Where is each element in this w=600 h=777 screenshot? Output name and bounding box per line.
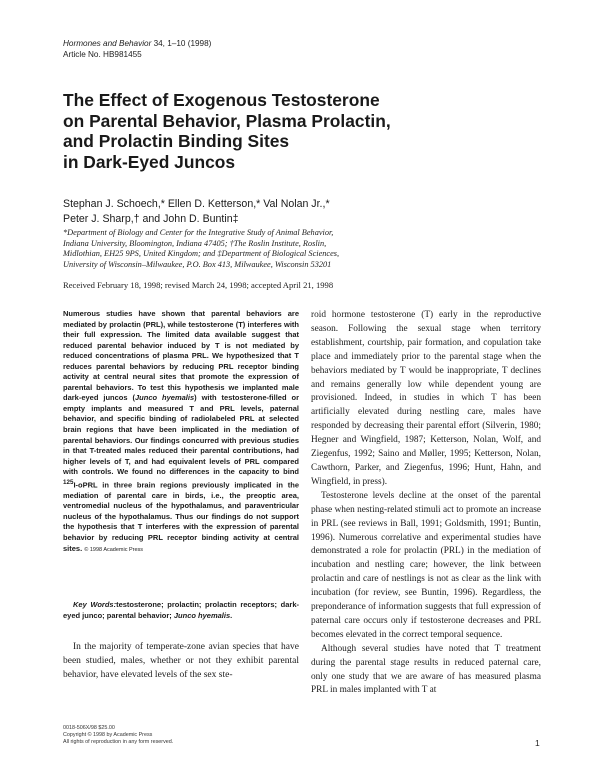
footer-line: 0018-506X/98 $25.00 <box>63 725 115 731</box>
affiliation-line: Indiana University, Bloomington, Indiana 47405; †The Roslin Institute, Roslin, <box>63 238 327 248</box>
body-paragraph: roid hormone testosterone (T) early in the reproductive season. Following the sexual stage when territory establishment, courtship, pair formation, and copulation take place and immediately prior to the parental stage when the behaviors mediated by T would be inappropriate, T declines and remains generally low while dependent young are provisioned. Indeed, in studies in which T has been artificially elevated during nestling care, males have responded by decreasing their parental effort (Silverin, 1980; Hegner and Wingfield, 1987; Ketterson, Nolan, Wolf, and Ziegenfus, 1992; Saino and Møller, 1995; Ketterson, Nolan, Cawthorn, Parker, and Ziegenfus, 1996; Hunt, Hahn, and Wingfield, in press). <box>311 310 541 487</box>
introduction-paragraph: In the majority of temperate-zone avian species that have been studied, males, whether or not they exhibit parental behavior, have elevated levels of the sex ste- <box>63 642 299 681</box>
article-number: Article No. HB981455 <box>63 50 142 59</box>
author-list <box>63 197 543 227</box>
body-paragraph: Testosterone levels decline at the onset of the parental phase when nesting-related stimuli act to promote an increase in PRL (see reviews in Ball, 1991; Goldsmith, 1991; Buntin, 1996). Numerous correlative and experimental studies have demonstrated a role for prolactin (PRL) in the mediation of incubation and nestling care; however, the link between prolactin and care of nestlings is not as clear as the link with incubation (for review, see Buntin, 1996). Regardless, the preponderance of information suggests that full expression of paternal care occurs only if testosterone decreases and PRL becomes elevated in the correct temporal sequence. <box>311 490 541 640</box>
isotope-superscript: 125 <box>63 478 74 486</box>
journal-citation <box>63 38 211 49</box>
author-line: Peter J. Sharp,† and John D. Buntin‡ <box>63 213 239 225</box>
right-column <box>311 309 541 698</box>
abstract-text: ) with testosterone-filled or empty implants and measured T and PRL levels, paternal behavior, and specific binding of radiolabeled PRL at selected brain regions that have been implicated in the mediation of parental behaviors. Our findings concurred with previous studies in that T-treated males reduced their parental contributions, had higher levels of T, and had equivalent levels of PRL compared with controls. We found no differences in the capacity to bind <box>63 393 299 477</box>
copyright-footer <box>63 725 173 747</box>
article-title <box>63 90 543 172</box>
keywords-species: Junco hyemalis <box>173 610 231 620</box>
abstract <box>63 309 299 555</box>
keywords-end: . <box>230 610 233 620</box>
page-number: 1 <box>535 738 540 748</box>
received-dates: Received February 18, 1998; revised March 24, 1998; accepted April 21, 1998 <box>63 280 334 290</box>
abstract-text: Numerous studies have shown that parental behaviors are mediated by prolactin (PRL), while testosterone (T) interferes with their full expression. The limited data available suggest that reduced parental behavior induced by T is not mediated by reduced concentrations of plasma PRL. We hypothesized that T reduces parental behaviors by reducing PRL receptor binding activity at central neural sites that promote the expression of parental behaviors. To test this hypothesis we implanted male dark-eyed juncos ( <box>63 309 299 403</box>
keywords-label: Key Words: <box>73 600 117 609</box>
title-line: The Effect of Exogenous Testosterone <box>63 90 380 110</box>
keywords-text: testosterone; prolactin; prolactin receptors; dark-eyed junco; parental behavior; <box>63 600 299 620</box>
keywords <box>63 600 299 621</box>
journal-name: Hormones and Behavior <box>63 39 152 48</box>
journal-header <box>63 38 211 60</box>
affiliation-line: *Department of Biology and Center for the Integrative Study of Animal Behavior, <box>63 228 334 237</box>
title-line: and Prolactin Binding Sites <box>63 131 290 151</box>
footer-line: Copyright © 1998 by Academic Press <box>63 732 153 739</box>
abstract-copyright: © 1998 Academic Press <box>84 546 144 553</box>
footer-line: All rights of reproduction in any form reserved. <box>63 739 174 746</box>
affiliations <box>63 228 541 270</box>
title-line: in Dark-Eyed Juncos <box>63 151 236 172</box>
abstract-species: Junco hyemalis <box>135 393 195 403</box>
title-line: on Parental Behavior, Plasma Prolactin, <box>63 110 391 131</box>
abstract-text: I-oPRL in three brain regions previously implicated in the mediation of parental care in birds, i.e., the preoptic area, ventromedial nucleus of the hypothalamus, and paraventricular nucleus of the hypothalamus. Thus our findings do not support the hypothesis that T interferes with the expression of parental behavior by reducing PRL receptor binding activity at central sites. <box>63 480 299 553</box>
author-line: Stephan J. Schoech,* Ellen D. Ketterson,* Val Nolan Jr.,* <box>63 198 330 210</box>
affiliation-line: Midlothian, EH25 9PS, United Kingdom; and ‡Department of Biological Sciences, <box>63 249 340 259</box>
body-paragraph: Although several studies have noted that T treatment during the parental stage results in reduced paternal care, only one study that we are aware of has measured plasma PRL in males implanted with T at <box>311 643 541 696</box>
journal-volume-pages: 34, 1–10 (1998) <box>151 39 212 48</box>
affiliation-line: University of Wisconsin–Milwaukee, P.O. Box 413, Milwaukee, Wisconsin 53201 <box>63 259 332 269</box>
